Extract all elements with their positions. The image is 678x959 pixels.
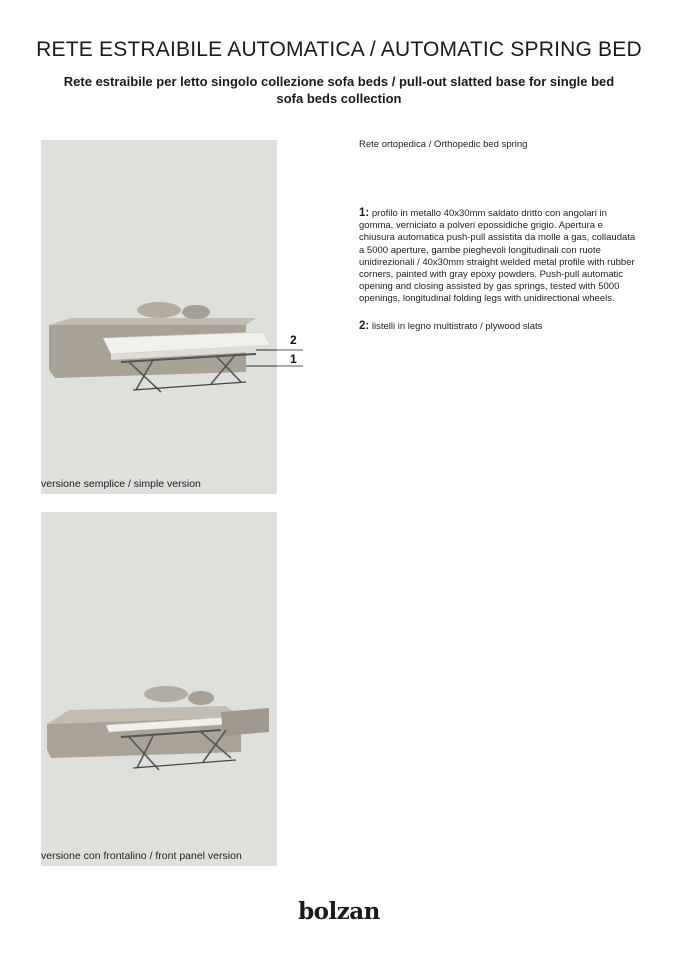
callout-number-1: 1 bbox=[290, 352, 297, 366]
figure-caption: versione con frontalino / front panel version bbox=[41, 850, 242, 862]
spec-title: Rete ortopedica / Orthopedic bed spring bbox=[359, 139, 528, 150]
front-panel bbox=[221, 708, 269, 736]
frame-bottom bbox=[133, 382, 246, 390]
spec-text: listelli in legno multistrato / plywood slats bbox=[371, 320, 543, 332]
brand-logo: bolzan bbox=[298, 898, 380, 925]
spec-number: 2: bbox=[359, 319, 370, 332]
pillow bbox=[137, 302, 181, 318]
figure-caption: versione semplice / simple version bbox=[41, 478, 201, 490]
spec-list bbox=[359, 207, 641, 347]
sofa-bed-illustration-simple bbox=[41, 140, 277, 494]
pillow bbox=[144, 686, 188, 702]
spec-item-1 bbox=[359, 207, 641, 306]
page-title: RETE ESTRAIBILE AUTOMATICA / AUTOMATIC SPRING BED bbox=[36, 38, 642, 61]
spec-item-2 bbox=[359, 320, 641, 333]
callout-number-2: 2 bbox=[290, 333, 297, 347]
bolster-pillow bbox=[182, 305, 210, 319]
spec-number: 1: bbox=[359, 207, 370, 219]
figure-simple-version bbox=[41, 140, 277, 494]
spec-text: profilo in metallo 40x30mm saldato dritto con angolari in gomma, verniciato a polveri epossidiche grigio. Apertura e chiusura automatica push-pull assistita da molle a gas, collaudata a 5000 aperture, gambe pieghevoli longitudinali con ruote unidirezionali / 40x30mm straight welded metal profile with rubber corners, painted with gray epoxy powders. Push-pull automatic opening and closing assisted by gas springs, tested with 5000 openings, longitudinal folding legs with unidirectional wheels. bbox=[359, 208, 636, 305]
sofa-top bbox=[49, 318, 256, 325]
sofa-bed-illustration-front-panel bbox=[41, 512, 277, 866]
frame-bottom bbox=[133, 760, 236, 768]
page-subtitle: Rete estraibile per letto singolo collezione sofa beds / pull-out slatted base for single bed sofa beds collection bbox=[63, 74, 615, 106]
figure-front-panel-version bbox=[41, 512, 277, 866]
bolster-pillow bbox=[188, 691, 214, 705]
